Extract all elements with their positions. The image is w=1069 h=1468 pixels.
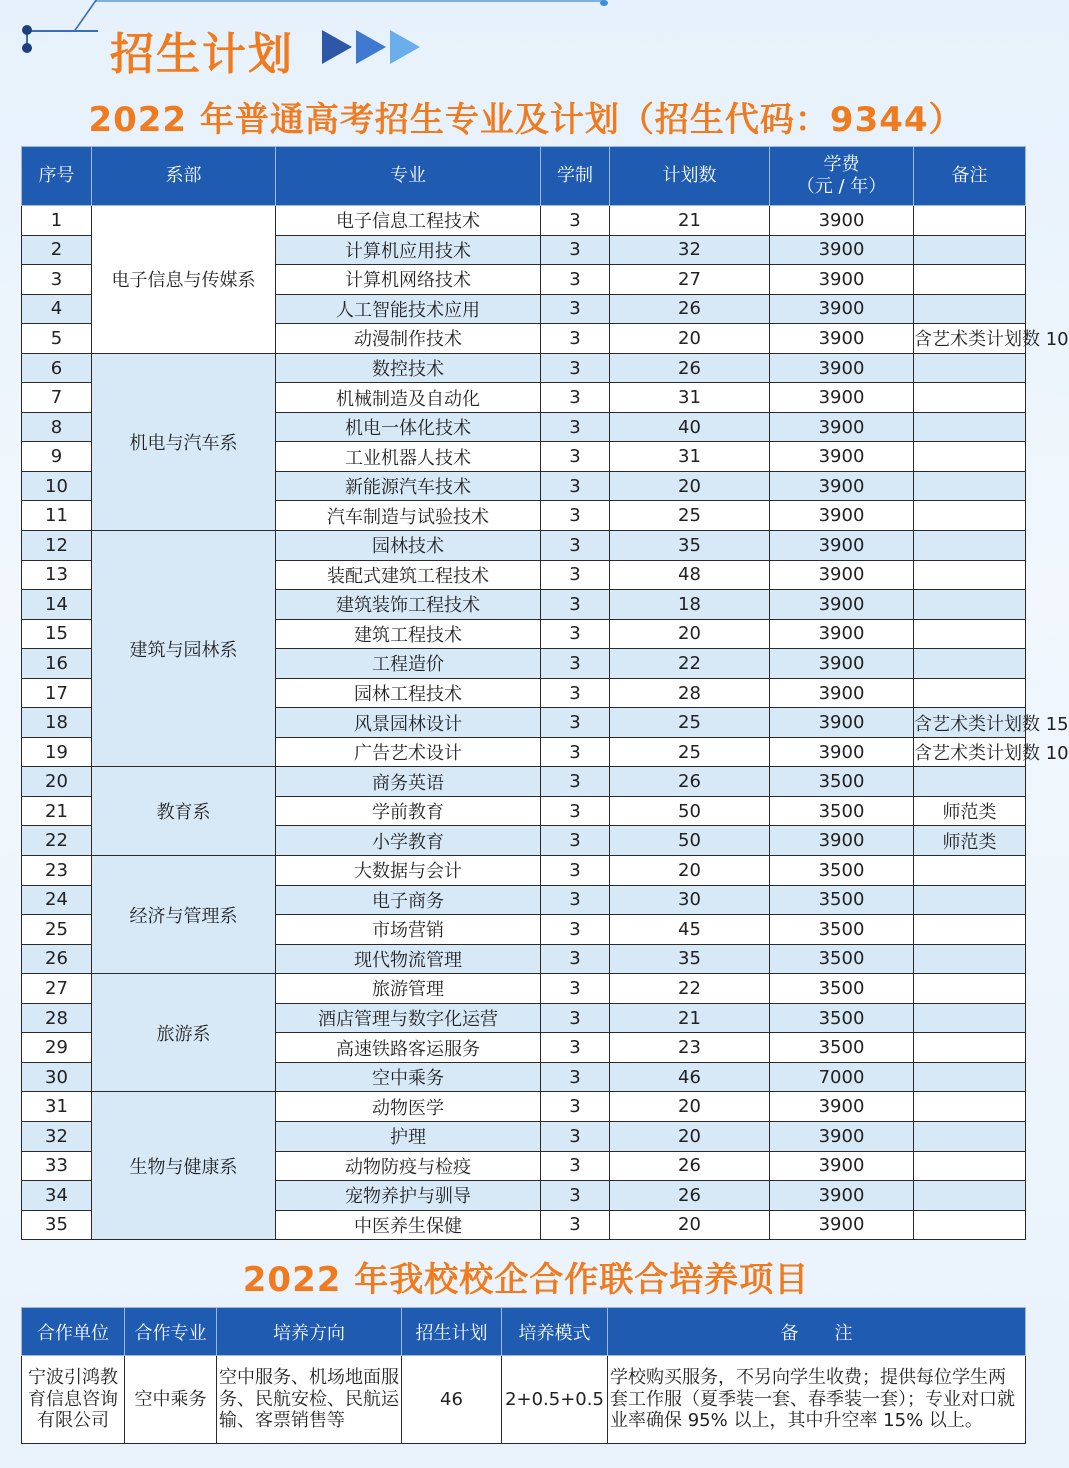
- fee-cell: 3900: [770, 471, 914, 501]
- coop-major: 空中乘务: [125, 1356, 217, 1444]
- arrow-icon: [356, 30, 386, 64]
- plan-cell: 21: [610, 1003, 770, 1033]
- years-cell: 3: [541, 412, 610, 442]
- years-cell: 3: [541, 856, 610, 886]
- note-cell: [914, 353, 1026, 383]
- major-cell: 空中乘务: [276, 1062, 541, 1092]
- plan-cell: 35: [610, 531, 770, 561]
- row-number: 17: [22, 678, 92, 708]
- note-cell: [914, 856, 1026, 886]
- table-row: [22, 531, 1026, 561]
- fee-cell: 7000: [770, 1062, 914, 1092]
- coop-mode: 2+0.5+0.5: [502, 1356, 608, 1444]
- plan-cell: 20: [610, 324, 770, 354]
- plan-cell: 23: [610, 1033, 770, 1063]
- plan-cell: 46: [610, 1062, 770, 1092]
- note-cell: [914, 767, 1026, 797]
- years-cell: 3: [541, 1003, 610, 1033]
- row-number: 28: [22, 1003, 92, 1033]
- department-cell: 电子信息与传媒系: [92, 206, 276, 354]
- coop-col-mode: 培养模式: [502, 1308, 608, 1356]
- years-cell: 3: [541, 1181, 610, 1211]
- plan-cell: 26: [610, 767, 770, 797]
- plan-cell: 35: [610, 944, 770, 974]
- note-cell: [914, 1210, 1026, 1240]
- fee-cell: 3900: [770, 412, 914, 442]
- arrow-icon: [390, 30, 420, 64]
- coop-partner: 宁波引鸿教育信息咨询有限公司: [22, 1356, 125, 1444]
- note-cell: [914, 678, 1026, 708]
- table-row: [22, 206, 1026, 236]
- fee-cell: 3900: [770, 294, 914, 324]
- major-cell: 工业机器人技术: [276, 442, 541, 472]
- row-number: 2: [22, 235, 92, 265]
- plan-cell: 40: [610, 412, 770, 442]
- years-cell: 3: [541, 1092, 610, 1122]
- fee-cell: 3500: [770, 915, 914, 945]
- row-number: 4: [22, 294, 92, 324]
- row-number: 22: [22, 826, 92, 856]
- note-cell: [914, 1181, 1026, 1211]
- years-cell: 3: [541, 206, 610, 236]
- decorative-dot: [600, 0, 608, 6]
- plan-cell: 22: [610, 974, 770, 1004]
- fee-cell: 3900: [770, 590, 914, 620]
- decorative-dot: [22, 43, 32, 53]
- row-number: 9: [22, 442, 92, 472]
- plan-cell: 25: [610, 708, 770, 738]
- department-cell: 旅游系: [92, 974, 276, 1092]
- plan-cell: 50: [610, 826, 770, 856]
- row-number: 25: [22, 915, 92, 945]
- row-number: 23: [22, 856, 92, 886]
- coop-plan: 46: [402, 1356, 502, 1444]
- years-cell: 3: [541, 767, 610, 797]
- row-number: 34: [22, 1181, 92, 1211]
- fee-cell: 3900: [770, 501, 914, 531]
- major-cell: 计算机网络技术: [276, 265, 541, 295]
- row-number: 13: [22, 560, 92, 590]
- arrows-icon: [322, 30, 424, 64]
- fee-cell: 3900: [770, 708, 914, 738]
- row-number: 24: [22, 885, 92, 915]
- table-row: [22, 353, 1026, 383]
- years-cell: 3: [541, 708, 610, 738]
- fee-cell: 3900: [770, 383, 914, 413]
- row-number: 26: [22, 944, 92, 974]
- note-cell: [914, 531, 1026, 561]
- decorative-line-top: [95, 0, 605, 4]
- col-header-years: 学制: [541, 147, 610, 206]
- plan-cell: 26: [610, 1151, 770, 1181]
- row-number: 29: [22, 1033, 92, 1063]
- years-cell: 3: [541, 1151, 610, 1181]
- years-cell: 3: [541, 1210, 610, 1240]
- col-header-major: 专业: [276, 147, 541, 206]
- years-cell: 3: [541, 737, 610, 767]
- years-cell: 3: [541, 678, 610, 708]
- row-number: 27: [22, 974, 92, 1004]
- row-number: 8: [22, 412, 92, 442]
- fee-cell: 3900: [770, 737, 914, 767]
- row-number: 31: [22, 1092, 92, 1122]
- decorative-diagonal-line: [73, 0, 97, 32]
- major-cell: 小学教育: [276, 826, 541, 856]
- fee-cell: 3900: [770, 649, 914, 679]
- note-cell: [914, 590, 1026, 620]
- row-number: 35: [22, 1210, 92, 1240]
- note-cell: [914, 619, 1026, 649]
- note-cell: [914, 265, 1026, 295]
- plan-cell: 31: [610, 383, 770, 413]
- plan-cell: 21: [610, 206, 770, 236]
- row-number: 19: [22, 737, 92, 767]
- fee-cell: 3500: [770, 1033, 914, 1063]
- col-header-note: 备注: [914, 147, 1026, 206]
- major-cell: 广告艺术设计: [276, 737, 541, 767]
- major-cell: 现代物流管理: [276, 944, 541, 974]
- fee-cell: 3900: [770, 1151, 914, 1181]
- fee-cell: 3900: [770, 1092, 914, 1122]
- row-number: 15: [22, 619, 92, 649]
- note-cell: [914, 1121, 1026, 1151]
- years-cell: 3: [541, 501, 610, 531]
- fee-cell: 3900: [770, 324, 914, 354]
- major-cell: 建筑工程技术: [276, 619, 541, 649]
- plan-cell: 26: [610, 353, 770, 383]
- major-cell: 计算机应用技术: [276, 235, 541, 265]
- plan-cell: 48: [610, 560, 770, 590]
- col-header-fee: [770, 147, 914, 206]
- major-cell: 电子商务: [276, 885, 541, 915]
- coop-row: [22, 1356, 1026, 1444]
- fee-cell: 3900: [770, 678, 914, 708]
- years-cell: 3: [541, 324, 610, 354]
- decorative-line-left: [28, 30, 98, 32]
- table-row: [22, 974, 1026, 1004]
- coop-table: [21, 1307, 1026, 1444]
- plan-cell: 31: [610, 442, 770, 472]
- row-number: 3: [22, 265, 92, 295]
- major-cell: 汽车制造与试验技术: [276, 501, 541, 531]
- col-header-no: 序号: [22, 147, 92, 206]
- years-cell: 3: [541, 1033, 610, 1063]
- department-cell: 教育系: [92, 767, 276, 856]
- col-header-fee-line1: 学费: [823, 153, 860, 175]
- table-header-row: [22, 147, 1026, 206]
- plan-cell: 45: [610, 915, 770, 945]
- fee-cell: 3900: [770, 531, 914, 561]
- row-number: 5: [22, 324, 92, 354]
- note-cell: 师范类: [914, 796, 1026, 826]
- note-cell: 含艺术类计划数 10: [914, 737, 1026, 767]
- years-cell: 3: [541, 885, 610, 915]
- major-cell: 装配式建筑工程技术: [276, 560, 541, 590]
- note-cell: [914, 442, 1026, 472]
- fee-cell: 3500: [770, 767, 914, 797]
- row-number: 20: [22, 767, 92, 797]
- row-number: 12: [22, 531, 92, 561]
- department-cell: 机电与汽车系: [92, 353, 276, 530]
- table-row: [22, 767, 1026, 797]
- plan-cell: 26: [610, 294, 770, 324]
- years-cell: 3: [541, 531, 610, 561]
- major-cell: 酒店管理与数字化运营: [276, 1003, 541, 1033]
- major-cell: 中医养生保健: [276, 1210, 541, 1240]
- row-number: 14: [22, 590, 92, 620]
- major-cell: 园林工程技术: [276, 678, 541, 708]
- years-cell: 3: [541, 590, 610, 620]
- enrollment-table-body: [22, 206, 1069, 1240]
- row-number: 32: [22, 1121, 92, 1151]
- note-cell: 含艺术类计划数 10: [914, 324, 1026, 354]
- fee-cell: 3900: [770, 560, 914, 590]
- note-cell: [914, 944, 1026, 974]
- plan-cell: 20: [610, 1121, 770, 1151]
- years-cell: 3: [541, 944, 610, 974]
- row-number: 7: [22, 383, 92, 413]
- arrow-icon: [322, 30, 352, 64]
- row-number: 16: [22, 649, 92, 679]
- major-cell: 动漫制作技术: [276, 324, 541, 354]
- plan-cell: 27: [610, 265, 770, 295]
- years-cell: 3: [541, 383, 610, 413]
- years-cell: 3: [541, 619, 610, 649]
- major-cell: 大数据与会计: [276, 856, 541, 886]
- plan-cell: 20: [610, 1210, 770, 1240]
- note-cell: [914, 501, 1026, 531]
- years-cell: 3: [541, 235, 610, 265]
- row-number: 21: [22, 796, 92, 826]
- fee-cell: 3900: [770, 826, 914, 856]
- fee-cell: 3900: [770, 353, 914, 383]
- fee-cell: 3500: [770, 944, 914, 974]
- section-title: 招生计划: [110, 29, 294, 80]
- coop-col-major: 合作专业: [125, 1308, 217, 1356]
- major-cell: 风景园林设计: [276, 708, 541, 738]
- plan-cell: 25: [610, 737, 770, 767]
- enrollment-table-title: 2022 年普通高考招生专业及计划（招生代码：9344）: [88, 100, 964, 140]
- fee-cell: 3500: [770, 856, 914, 886]
- note-cell: [914, 1033, 1026, 1063]
- fee-cell: 3900: [770, 619, 914, 649]
- plan-cell: 32: [610, 235, 770, 265]
- fee-cell: 3500: [770, 1003, 914, 1033]
- fee-cell: 3500: [770, 796, 914, 826]
- plan-cell: 50: [610, 796, 770, 826]
- plan-cell: 20: [610, 856, 770, 886]
- plan-cell: 28: [610, 678, 770, 708]
- note-cell: [914, 649, 1026, 679]
- major-cell: 新能源汽车技术: [276, 471, 541, 501]
- fee-cell: 3900: [770, 1121, 914, 1151]
- row-number: 30: [22, 1062, 92, 1092]
- major-cell: 动物医学: [276, 1092, 541, 1122]
- plan-cell: 26: [610, 1181, 770, 1211]
- table-row: [22, 1092, 1026, 1122]
- plan-cell: 20: [610, 1092, 770, 1122]
- note-cell: [914, 1151, 1026, 1181]
- coop-direction: 空中服务、机场地面服务、民航安检、民航运输、客票销售等: [217, 1356, 402, 1444]
- coop-note: 学校购买服务，不另向学生收费；提供每位学生两套工作服（夏季装一套、春季装一套）；专业对口就业率确保 95% 以上，其中升空率 15% 以上。: [608, 1356, 1026, 1444]
- note-cell: [914, 206, 1026, 236]
- major-cell: 机械制造及自动化: [276, 383, 541, 413]
- department-cell: 生物与健康系: [92, 1092, 276, 1240]
- note-cell: [914, 560, 1026, 590]
- plan-cell: 22: [610, 649, 770, 679]
- major-cell: 建筑装饰工程技术: [276, 590, 541, 620]
- major-cell: 工程造价: [276, 649, 541, 679]
- major-cell: 高速铁路客运服务: [276, 1033, 541, 1063]
- years-cell: 3: [541, 353, 610, 383]
- years-cell: 3: [541, 915, 610, 945]
- row-number: 6: [22, 353, 92, 383]
- table-row: [22, 856, 1026, 886]
- years-cell: 3: [541, 1062, 610, 1092]
- years-cell: 3: [541, 442, 610, 472]
- note-cell: [914, 885, 1026, 915]
- plan-cell: 20: [610, 619, 770, 649]
- note-cell: [914, 1062, 1026, 1092]
- note-cell: [914, 1003, 1026, 1033]
- fee-cell: 3900: [770, 235, 914, 265]
- major-cell: 园林技术: [276, 531, 541, 561]
- coop-col-note: 备 注: [608, 1308, 1026, 1356]
- major-cell: 动物防疫与检疫: [276, 1151, 541, 1181]
- plan-cell: 25: [610, 501, 770, 531]
- enrollment-table: [21, 146, 1069, 1240]
- row-number: 10: [22, 471, 92, 501]
- coop-col-partner: 合作单位: [22, 1308, 125, 1356]
- major-cell: 市场营销: [276, 915, 541, 945]
- years-cell: 3: [541, 471, 610, 501]
- row-number: 1: [22, 206, 92, 236]
- years-cell: 3: [541, 1121, 610, 1151]
- major-cell: 护理: [276, 1121, 541, 1151]
- fee-cell: 3500: [770, 974, 914, 1004]
- years-cell: 3: [541, 796, 610, 826]
- row-number: 18: [22, 708, 92, 738]
- coop-table-title: 2022 年我校校企合作联合培养项目: [242, 1260, 810, 1300]
- decorative-dot: [22, 25, 32, 35]
- note-cell: [914, 974, 1026, 1004]
- coop-header-row: [22, 1308, 1026, 1356]
- plan-cell: 20: [610, 471, 770, 501]
- row-number: 33: [22, 1151, 92, 1181]
- department-cell: 经济与管理系: [92, 856, 276, 974]
- fee-cell: 3500: [770, 885, 914, 915]
- years-cell: 3: [541, 265, 610, 295]
- fee-cell: 3900: [770, 1210, 914, 1240]
- major-cell: 电子信息工程技术: [276, 206, 541, 236]
- department-cell: 建筑与园林系: [92, 531, 276, 767]
- fee-cell: 3900: [770, 1181, 914, 1211]
- note-cell: [914, 383, 1026, 413]
- major-cell: 旅游管理: [276, 974, 541, 1004]
- row-number: 11: [22, 501, 92, 531]
- note-cell: [914, 235, 1026, 265]
- major-cell: 机电一体化技术: [276, 412, 541, 442]
- years-cell: 3: [541, 974, 610, 1004]
- major-cell: 商务英语: [276, 767, 541, 797]
- col-header-fee-line2: （元 / 年）: [796, 176, 887, 197]
- col-header-plan: 计划数: [610, 147, 770, 206]
- fee-cell: 3900: [770, 265, 914, 295]
- note-cell: [914, 1092, 1026, 1122]
- coop-col-plan: 招生计划: [402, 1308, 502, 1356]
- major-cell: 学前教育: [276, 796, 541, 826]
- major-cell: 人工智能技术应用: [276, 294, 541, 324]
- note-cell: [914, 412, 1026, 442]
- years-cell: 3: [541, 560, 610, 590]
- years-cell: 3: [541, 826, 610, 856]
- years-cell: 3: [541, 649, 610, 679]
- note-cell: [914, 471, 1026, 501]
- major-cell: 宠物养护与驯导: [276, 1181, 541, 1211]
- col-header-dept: 系部: [92, 147, 276, 206]
- note-cell: [914, 294, 1026, 324]
- coop-col-direction: 培养方向: [217, 1308, 402, 1356]
- plan-cell: 18: [610, 590, 770, 620]
- fee-cell: 3900: [770, 206, 914, 236]
- plan-cell: 30: [610, 885, 770, 915]
- major-cell: 数控技术: [276, 353, 541, 383]
- note-cell: 含艺术类计划数 15: [914, 708, 1026, 738]
- note-cell: 师范类: [914, 826, 1026, 856]
- fee-cell: 3900: [770, 442, 914, 472]
- note-cell: [914, 915, 1026, 945]
- years-cell: 3: [541, 294, 610, 324]
